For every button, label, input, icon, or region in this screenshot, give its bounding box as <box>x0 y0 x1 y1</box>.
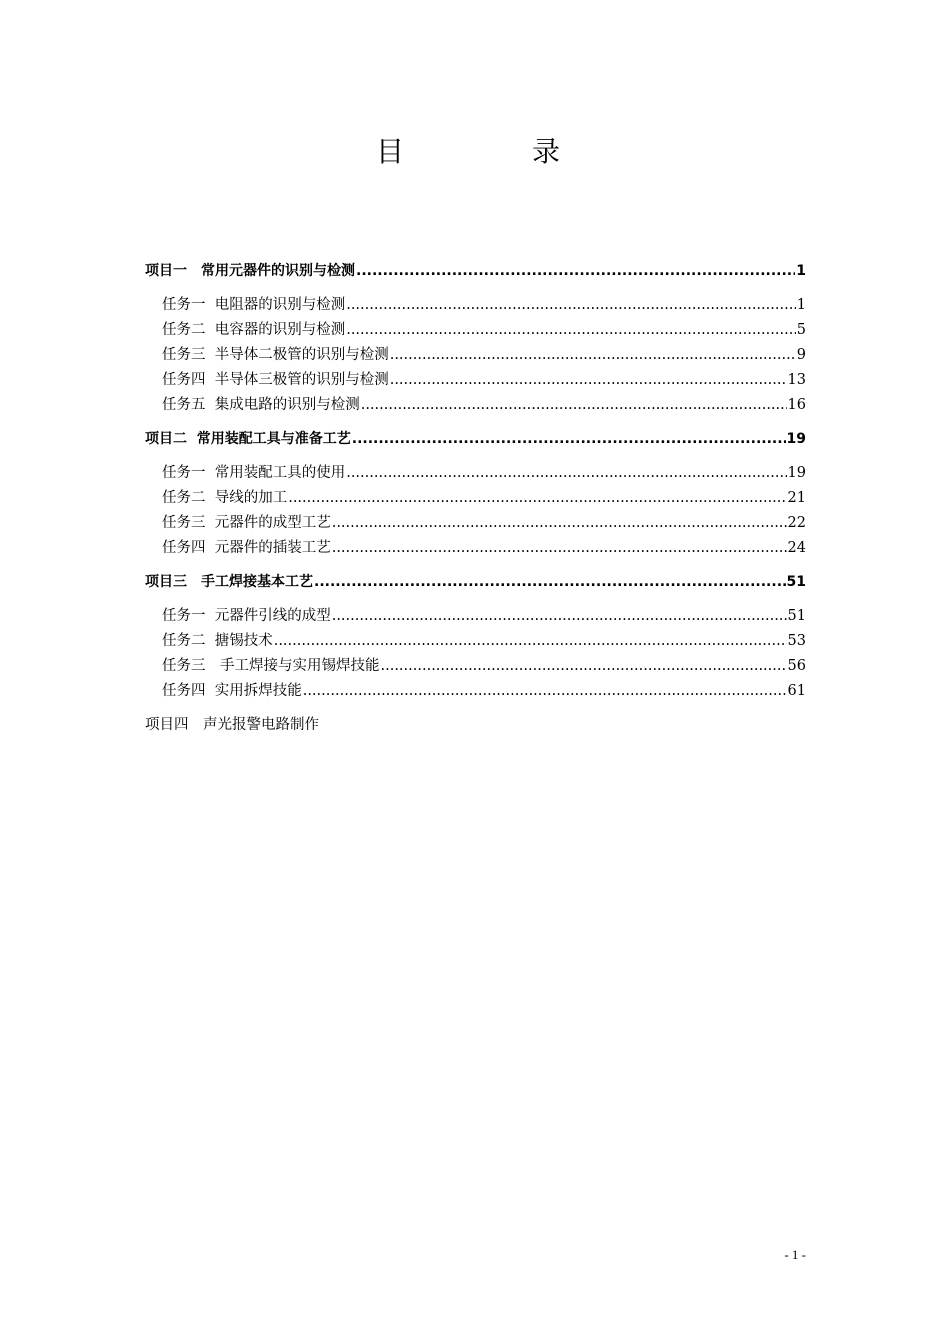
toc-entry-page: 61 <box>787 683 806 699</box>
toc-entry-page: 19 <box>787 465 806 481</box>
toc-entry-project-2[interactable] <box>145 427 806 452</box>
toc-entry-page: 53 <box>787 633 806 649</box>
dot-leader <box>288 486 786 511</box>
toc-entry-label: 任务四 半导体三极管的识别与检测 <box>162 372 389 388</box>
toc-entry-task[interactable] <box>145 393 806 418</box>
dot-leader <box>390 343 796 368</box>
toc-entry-label: 任务三 元器件的成型工艺 <box>162 515 331 531</box>
toc-entry-page: 19 <box>786 431 806 447</box>
dot-leader <box>346 461 786 486</box>
toc-entry-task[interactable] <box>145 318 806 343</box>
toc-entry-page: 24 <box>787 540 806 556</box>
toc-entry-page: 1 <box>796 263 806 279</box>
toc-entry-page: 5 <box>796 322 806 338</box>
toc-entry-task[interactable] <box>145 461 806 486</box>
toc-entry-page: 56 <box>787 658 806 674</box>
dot-leader <box>361 393 787 418</box>
dot-leader <box>381 654 787 679</box>
dot-leader <box>356 259 795 284</box>
toc-entry-page: 13 <box>787 372 806 388</box>
dot-leader <box>332 536 787 561</box>
dot-leader <box>352 427 786 452</box>
toc-entry-task[interactable] <box>145 679 806 704</box>
page-number: - 1 - <box>784 1247 806 1262</box>
toc-entry-task[interactable] <box>145 293 806 318</box>
dot-leader <box>332 511 787 536</box>
dot-leader <box>390 368 787 393</box>
toc-entry-label: 项目四 声光报警电路制作 <box>145 717 319 733</box>
page-title: 目 录 <box>375 135 610 168</box>
toc-entry-label: 任务二 搪锡技术 <box>162 633 273 649</box>
toc-entry-task[interactable] <box>145 629 806 654</box>
toc-entry-project-3[interactable] <box>145 570 806 595</box>
toc-entry-project-4[interactable] <box>145 713 806 738</box>
toc-entry-page: 22 <box>787 515 806 531</box>
dot-leader <box>274 629 787 654</box>
dot-leader <box>346 318 796 343</box>
toc-entry-page: 16 <box>787 397 806 413</box>
toc-entry-page: 1 <box>796 297 806 313</box>
dot-leader <box>332 604 787 629</box>
toc-entry-task[interactable] <box>145 654 806 679</box>
toc-entry-page: 51 <box>786 574 806 590</box>
toc-entry-label: 任务四 元器件的插装工艺 <box>162 540 331 556</box>
toc-entry-page: 9 <box>796 347 806 363</box>
dot-leader <box>314 570 786 595</box>
toc-entry-page: 21 <box>787 490 806 506</box>
toc-entry-task[interactable] <box>145 511 806 536</box>
toc-entry-label: 任务一 电阻器的识别与检测 <box>162 297 346 313</box>
toc-entry-label: 任务二 导线的加工 <box>162 490 288 506</box>
toc-entry-label: 项目二 常用装配工具与准备工艺 <box>145 431 351 447</box>
toc-entry-label: 项目三 手工焊接基本工艺 <box>145 574 313 590</box>
toc-entry-task[interactable] <box>145 486 806 511</box>
toc-entry-label: 任务二 电容器的识别与检测 <box>162 322 346 338</box>
toc-entry-label: 任务五 集成电路的识别与检测 <box>162 397 360 413</box>
toc-entry-task[interactable] <box>145 536 806 561</box>
toc-entry-task[interactable] <box>145 368 806 393</box>
toc-entry-label: 项目一 常用元器件的识别与检测 <box>145 263 355 279</box>
toc-entry-label: 任务一 常用装配工具的使用 <box>162 465 346 481</box>
toc-entry-label: 任务四 实用拆焊技能 <box>162 683 302 699</box>
table-of-contents <box>145 259 806 738</box>
dot-leader <box>303 679 787 704</box>
toc-entry-project-1[interactable] <box>145 259 806 284</box>
toc-entry-page: 51 <box>787 608 806 624</box>
toc-entry-label: 任务三 手工焊接与实用锡焊技能 <box>162 658 380 674</box>
dot-leader <box>346 293 796 318</box>
toc-entry-label: 任务三 半导体二极管的识别与检测 <box>162 347 389 363</box>
toc-entry-task[interactable] <box>145 343 806 368</box>
toc-entry-label: 任务一 元器件引线的成型 <box>162 608 331 624</box>
toc-entry-task[interactable] <box>145 604 806 629</box>
